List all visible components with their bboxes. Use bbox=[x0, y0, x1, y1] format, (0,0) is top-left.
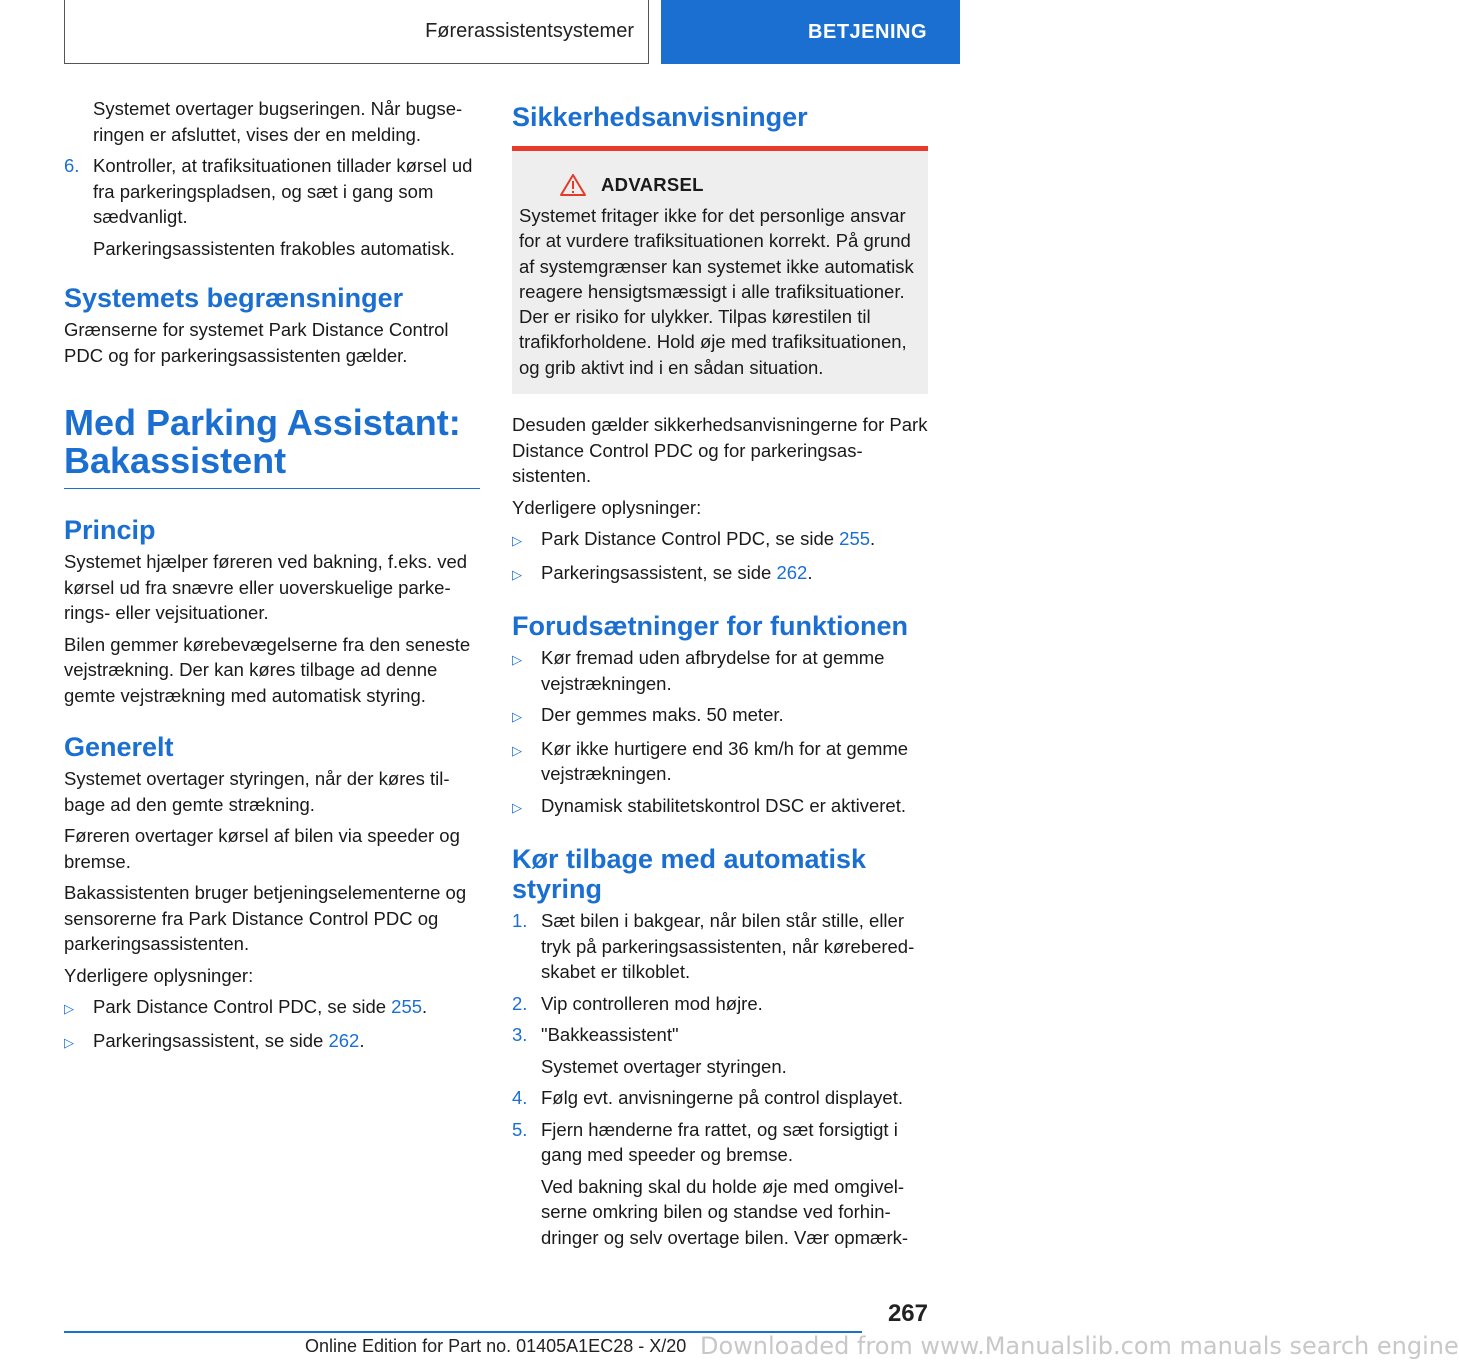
triangle-bullet-icon: ▷ bbox=[512, 742, 522, 758]
limits-heading: Systemets begrænsninger bbox=[64, 283, 404, 313]
main-heading-line1: Med Parking Assistant: bbox=[64, 402, 461, 443]
general-paragraph: Systemet overtager styringen, når der køres tilbage ad den gemte strækning. bbox=[64, 768, 450, 815]
step-item bbox=[512, 1117, 928, 1168]
step-text: Følg evt. anvisningerne på control displayet. bbox=[541, 1087, 903, 1109]
page-link-262[interactable]: 262 bbox=[328, 1029, 360, 1051]
page-link-262[interactable]: 262 bbox=[776, 561, 808, 583]
general-paragraph: Bakassistenten bruger betjeningselementerne og sensorerne fra Park Distance Control PDC og parkeringsassistenten. bbox=[64, 882, 467, 954]
prerequisite-text: Dynamisk stabilitetskontrol DSC er aktiveret. bbox=[541, 794, 906, 816]
step-number: 1. bbox=[512, 910, 528, 932]
triangle-bullet-icon: ▷ bbox=[512, 652, 522, 668]
prerequisite-text: Der gemmes maks. 50 meter. bbox=[541, 704, 784, 726]
limits-text: Grænserne for systemet Park Distance Control PDC og for parkeringsassistenten gælder. bbox=[64, 319, 449, 366]
reference-text: Parkeringsassistent, se side bbox=[93, 1029, 329, 1051]
prerequisites-heading: Forudsætninger for funktionen bbox=[512, 611, 908, 642]
reference-text: Park Distance Control PDC, se side bbox=[541, 528, 840, 550]
period: . bbox=[870, 528, 876, 550]
reference-item bbox=[512, 526, 928, 554]
section-title: Førerassistentsystemer bbox=[425, 20, 634, 42]
step-item bbox=[512, 908, 928, 985]
warning-text: Systemet fritager ikke for det personlige ansvar for at vurdere trafiksituationen korrekt. På grund af systemgrænser kan systemet ikke automatisk reagere hensigtsmæssigt i alle trafiksituationer. Der er risiko for ulykker. Tilpas kørestilen til trafikforholdene. Hold øje med trafiksituationen, og grib aktivt ind i en sådan situation. bbox=[519, 205, 914, 378]
step-note: Parkeringsassistenten frakobles automatisk. bbox=[93, 237, 455, 259]
general-paragraph: Føreren overtager kørsel af bilen via speeder og bremse. bbox=[64, 825, 460, 872]
step-number: 5. bbox=[512, 1118, 528, 1140]
reference-text: Parkeringsassistent, se side bbox=[541, 561, 777, 583]
step-note: Ved bakning skal du holde øje med omgivelserne omkring bilen og standse ved forhindringer og selv overtage bilen. Vær opmærk- bbox=[541, 1175, 909, 1248]
more-info-label: Yderligere oplysninger: bbox=[512, 496, 702, 518]
general-heading: Generelt bbox=[64, 732, 174, 762]
page-number: 267 bbox=[887, 1300, 928, 1327]
prerequisite-item bbox=[512, 702, 928, 730]
step-text: Vip controlleren mod højre. bbox=[541, 992, 763, 1014]
prerequisite-item bbox=[512, 736, 928, 787]
step-number: 6. bbox=[64, 155, 80, 176]
continued-text: Systemet overtager bugseringen. Når bugseringen er afsluttet, vises der en melding. bbox=[93, 98, 463, 145]
period: . bbox=[422, 996, 428, 1017]
prerequisite-item bbox=[512, 793, 928, 821]
reference-item bbox=[64, 994, 480, 1022]
triangle-bullet-icon: ▷ bbox=[512, 566, 522, 582]
chapter-tab bbox=[661, 0, 960, 64]
prerequisite-item bbox=[512, 645, 928, 696]
triangle-bullet-icon: ▷ bbox=[512, 533, 522, 549]
triangle-bullet-icon: ▷ bbox=[512, 799, 522, 815]
reference-item bbox=[64, 1028, 480, 1056]
step-note: Systemet overtager styringen. bbox=[541, 1055, 787, 1077]
step-text: Kontroller, at trafiksituationen tillader kørsel ud fra parkeringspladsen, og sæt i gang som sædvanligt. bbox=[93, 155, 473, 227]
warning-label: ADVARSEL bbox=[601, 174, 704, 195]
warning-header bbox=[519, 173, 922, 197]
reference-text: Park Distance Control PDC, se side bbox=[93, 996, 392, 1017]
step-item bbox=[64, 153, 480, 230]
page-link-255[interactable]: 255 bbox=[839, 528, 871, 550]
principle-paragraph: Systemet hjælper føreren ved bakning, f.eks. ved kørsel ud fra snævre eller uoverskuelige parkerings- eller vejsituationer. bbox=[64, 551, 468, 623]
step-item bbox=[512, 1085, 928, 1111]
chapter-title: BETJENING bbox=[808, 20, 927, 43]
right-column bbox=[512, 96, 928, 1256]
drive-back-heading: Kør tilbage med automatisk styring bbox=[512, 844, 867, 905]
step-item bbox=[512, 991, 928, 1017]
main-heading bbox=[64, 404, 480, 489]
principle-paragraph: Bilen gemmer kørebevægelserne fra den seneste vejstrækning. Der kan køres tilbage ad denne gemte vejstrækning med automatisk styring. bbox=[64, 633, 471, 706]
step-number: 4. bbox=[512, 1087, 528, 1109]
step-text: Fjern hænderne fra rattet, og sæt forsigtigt i gang med speeder og bremse. bbox=[541, 1118, 898, 1166]
warning-box bbox=[512, 146, 928, 394]
triangle-bullet-icon: ▷ bbox=[512, 709, 522, 725]
prerequisite-text: Kør fremad uden afbrydelse for at gemme vejstrækningen. bbox=[541, 647, 885, 694]
principle-heading: Princip bbox=[64, 515, 156, 545]
prerequisite-text: Kør ikke hurtigere end 36 km/h for at gemme vejstrækningen. bbox=[541, 737, 909, 785]
step-text: "Bakkeassistent" bbox=[541, 1024, 679, 1046]
period: . bbox=[359, 1029, 365, 1051]
edition-text: Online Edition for Part no. 01405A1EC28 - X/20 bbox=[305, 1336, 687, 1356]
page-link-255[interactable]: 255 bbox=[391, 996, 423, 1017]
step-number: 2. bbox=[512, 992, 528, 1014]
watermark: Downloaded from www.Manualslib.com manuals search engine bbox=[700, 1332, 1459, 1360]
step-text: Sæt bilen i bakgear, når bilen står stille, eller tryk på parkeringsassistenten, når køreberedskabet er tilkoblet. bbox=[541, 910, 915, 983]
safety-heading: Sikkerhedsanvisninger bbox=[512, 102, 808, 132]
step-number: 3. bbox=[512, 1024, 528, 1046]
step-item bbox=[512, 1022, 928, 1048]
triangle-bullet-icon: ▷ bbox=[64, 1001, 74, 1016]
section-header bbox=[64, 0, 649, 64]
left-column bbox=[64, 96, 480, 1061]
reference-item bbox=[512, 560, 928, 588]
main-heading-line2: Bakassistent bbox=[64, 440, 287, 481]
warning-triangle-icon bbox=[559, 173, 587, 197]
safety-paragraph: Desuden gælder sikkerhedsanvisningerne for Park Distance Control PDC og for parkeringsassistenten. bbox=[512, 414, 928, 487]
more-info-label: Yderligere oplysninger: bbox=[64, 964, 254, 986]
period: . bbox=[807, 561, 813, 583]
triangle-bullet-icon: ▷ bbox=[64, 1034, 74, 1050]
